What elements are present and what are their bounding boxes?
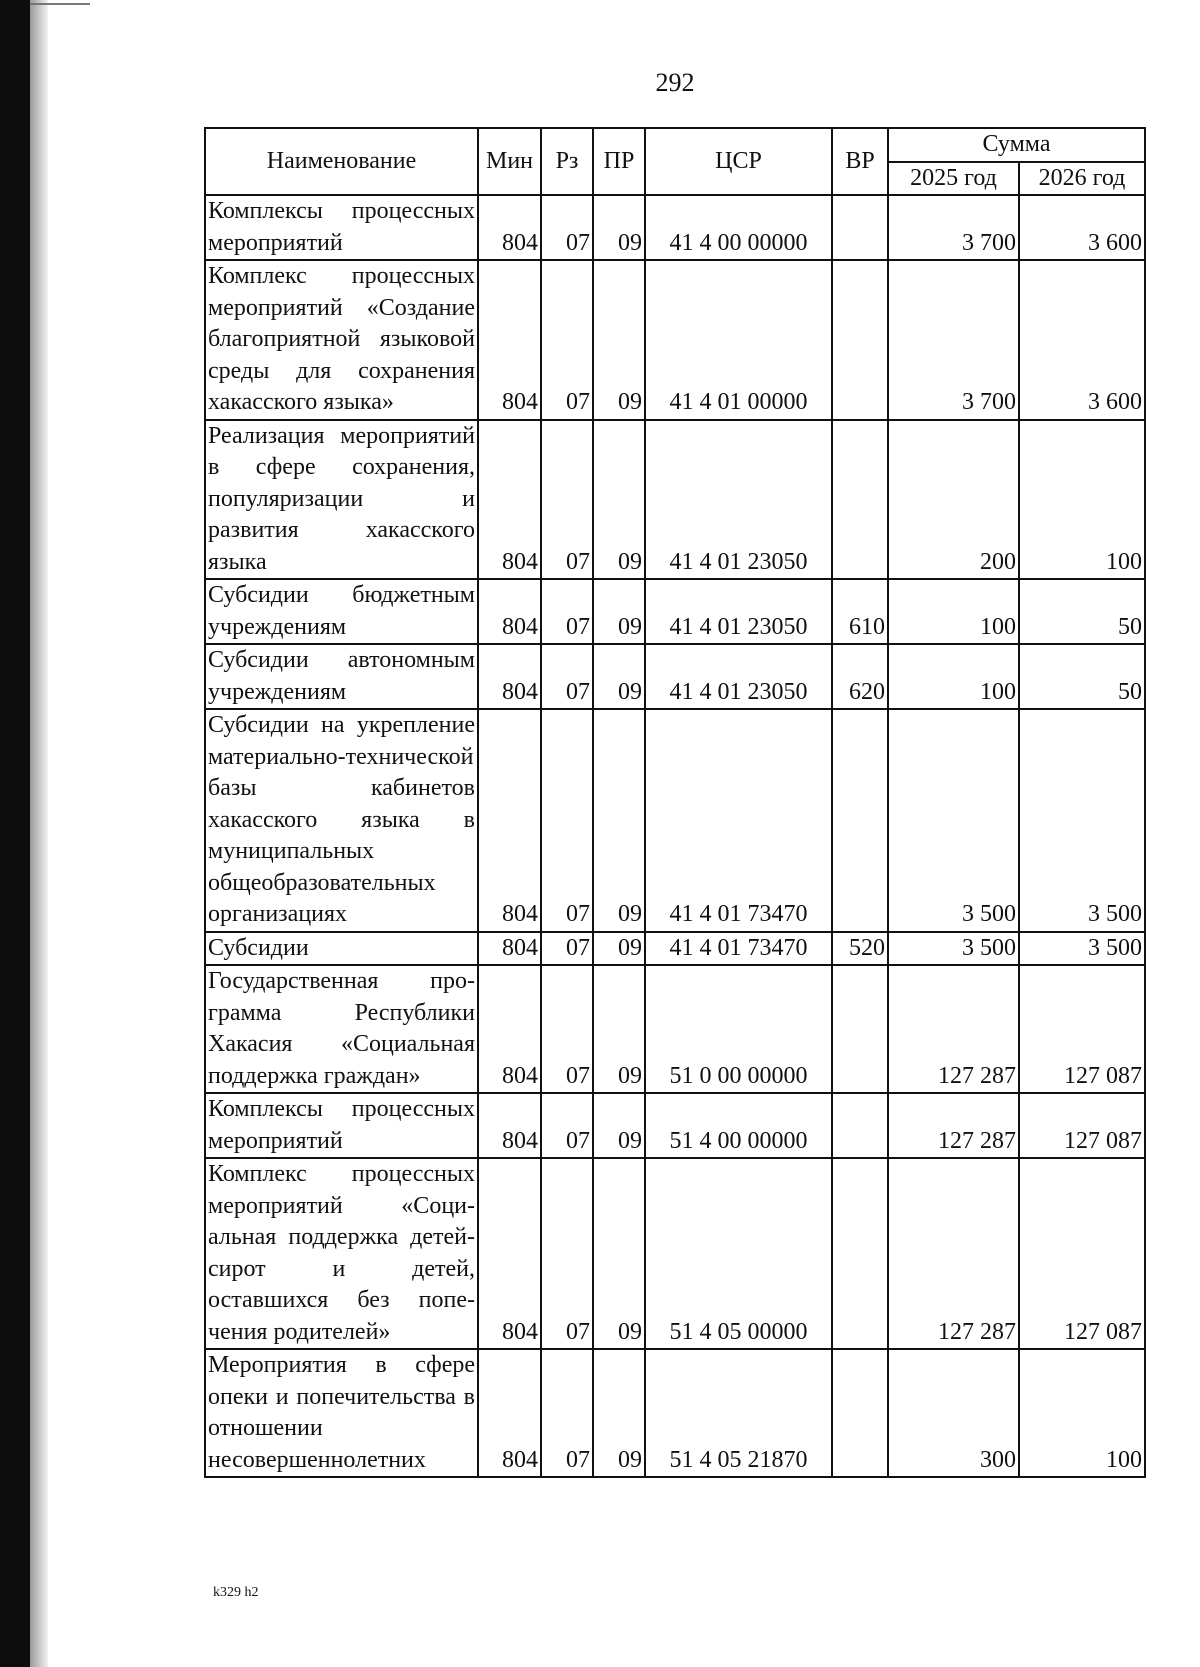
cell-pr: 09 <box>593 932 645 966</box>
cell-rz: 07 <box>541 965 593 1093</box>
cell-rz: 07 <box>541 1093 593 1158</box>
cell-csr: 41 4 01 23050 <box>645 579 832 644</box>
cell-vr <box>832 965 888 1093</box>
table-row <box>205 965 1145 1093</box>
cell-csr: 41 4 01 73470 <box>645 709 832 932</box>
cell-csr: 41 4 01 73470 <box>645 932 832 966</box>
cell-pr: 09 <box>593 1093 645 1158</box>
cell-min: 804 <box>478 965 541 1093</box>
header-min: Мин <box>478 128 541 195</box>
cell-pr: 09 <box>593 644 645 709</box>
cell-name: Субсидии на укрепление материально-технической базы кабинетов хакасского языка в муниципальных общеобразовательных организациях <box>205 709 478 932</box>
cell-rz: 07 <box>541 260 593 420</box>
cell-min: 804 <box>478 260 541 420</box>
table-row <box>205 1093 1145 1158</box>
cell-sum-2026: 3 500 <box>1019 932 1145 966</box>
cell-min: 804 <box>478 644 541 709</box>
header-csr: ЦСР <box>645 128 832 195</box>
cell-sum-2025: 300 <box>888 1349 1019 1477</box>
cell-name: Комплексы процессных мероприятий <box>205 195 478 260</box>
cell-vr: 610 <box>832 579 888 644</box>
cell-sum-2025: 127 287 <box>888 1093 1019 1158</box>
table-row <box>205 260 1145 420</box>
cell-rz: 07 <box>541 644 593 709</box>
cell-sum-2026: 127 087 <box>1019 1093 1145 1158</box>
cell-min: 804 <box>478 932 541 966</box>
cell-min: 804 <box>478 579 541 644</box>
cell-min: 804 <box>478 1158 541 1349</box>
cell-sum-2025: 200 <box>888 420 1019 580</box>
cell-sum-2026: 127 087 <box>1019 965 1145 1093</box>
cell-min: 804 <box>478 1093 541 1158</box>
cell-pr: 09 <box>593 579 645 644</box>
cell-name: Государственная программа Республики Хакасия «Социальная поддержка граждан» <box>205 965 478 1093</box>
table-row <box>205 579 1145 644</box>
cell-sum-2026: 50 <box>1019 579 1145 644</box>
cell-name: Комплексы процессных мероприятий <box>205 1093 478 1158</box>
page-number: 292 <box>655 68 695 97</box>
footer-code: k329 h2 <box>213 1585 259 1600</box>
header-rz: Рз <box>541 128 593 195</box>
cell-sum-2025: 3 500 <box>888 709 1019 932</box>
budget-table <box>204 127 1146 1478</box>
cell-vr <box>832 1093 888 1158</box>
cell-csr: 41 4 00 00000 <box>645 195 832 260</box>
cell-sum-2025: 127 287 <box>888 1158 1019 1349</box>
cell-rz: 07 <box>541 195 593 260</box>
cell-pr: 09 <box>593 709 645 932</box>
cell-csr: 51 4 05 21870 <box>645 1349 832 1477</box>
cell-sum-2025: 100 <box>888 644 1019 709</box>
cell-pr: 09 <box>593 1158 645 1349</box>
header-name: Наименование <box>205 128 478 195</box>
cell-sum-2026: 100 <box>1019 1349 1145 1477</box>
cell-name: Субсидии автономным учреждениям <box>205 644 478 709</box>
cell-sum-2026: 3 500 <box>1019 709 1145 932</box>
cell-vr <box>832 1158 888 1349</box>
cell-vr <box>832 709 888 932</box>
cell-sum-2026: 3 600 <box>1019 195 1145 260</box>
cell-sum-2026: 100 <box>1019 420 1145 580</box>
cell-csr: 41 4 01 23050 <box>645 644 832 709</box>
cell-vr: 520 <box>832 932 888 966</box>
cell-min: 804 <box>478 709 541 932</box>
cell-min: 804 <box>478 1349 541 1477</box>
cell-sum-2025: 127 287 <box>888 965 1019 1093</box>
cell-vr <box>832 260 888 420</box>
scan-top-mark <box>30 3 90 5</box>
table-row <box>205 709 1145 932</box>
cell-sum-2025: 3 700 <box>888 195 1019 260</box>
cell-sum-2026: 50 <box>1019 644 1145 709</box>
cell-min: 804 <box>478 195 541 260</box>
scan-border-dark <box>0 0 30 1667</box>
cell-vr: 620 <box>832 644 888 709</box>
cell-csr: 41 4 01 00000 <box>645 260 832 420</box>
table-row <box>205 1158 1145 1349</box>
header-vr: ВР <box>832 128 888 195</box>
cell-pr: 09 <box>593 1349 645 1477</box>
cell-sum-2026: 3 600 <box>1019 260 1145 420</box>
cell-csr: 41 4 01 23050 <box>645 420 832 580</box>
cell-name: Комплекс процессных мероприятий «Социальная поддержка детей-сирот и детей, оставшихся без попечения родителей» <box>205 1158 478 1349</box>
cell-rz: 07 <box>541 579 593 644</box>
cell-sum-2026: 127 087 <box>1019 1158 1145 1349</box>
cell-rz: 07 <box>541 1158 593 1349</box>
cell-vr <box>832 195 888 260</box>
table-row <box>205 644 1145 709</box>
cell-pr: 09 <box>593 195 645 260</box>
cell-name: Мероприятия в сфере опеки и попечительства в отношении несовершеннолетних <box>205 1349 478 1477</box>
cell-csr: 51 4 05 00000 <box>645 1158 832 1349</box>
cell-name: Комплекс процессных мероприятий «Создание благоприятной языковой среды для сохранения хакасского языка» <box>205 260 478 420</box>
cell-pr: 09 <box>593 965 645 1093</box>
cell-sum-2025: 100 <box>888 579 1019 644</box>
table-row <box>205 195 1145 260</box>
cell-csr: 51 0 00 00000 <box>645 965 832 1093</box>
cell-pr: 09 <box>593 420 645 580</box>
cell-name: Субсидии бюджетным учреждениям <box>205 579 478 644</box>
cell-sum-2025: 3 500 <box>888 932 1019 966</box>
cell-rz: 07 <box>541 420 593 580</box>
cell-vr <box>832 1349 888 1477</box>
cell-pr: 09 <box>593 260 645 420</box>
cell-vr <box>832 420 888 580</box>
cell-name: Субсидии <box>205 932 478 966</box>
cell-csr: 51 4 00 00000 <box>645 1093 832 1158</box>
table-row <box>205 1349 1145 1477</box>
cell-sum-2025: 3 700 <box>888 260 1019 420</box>
header-year-2026: 2026 год <box>1019 162 1145 196</box>
scan-border-shade <box>30 0 48 1667</box>
cell-rz: 07 <box>541 709 593 932</box>
cell-rz: 07 <box>541 932 593 966</box>
cell-rz: 07 <box>541 1349 593 1477</box>
cell-name: Реализация мероприятий в сфере сохранения, популяризации и развития хакасского языка <box>205 420 478 580</box>
header-year-2025: 2025 год <box>888 162 1019 196</box>
cell-min: 804 <box>478 420 541 580</box>
header-pr: ПР <box>593 128 645 195</box>
table-row <box>205 932 1145 966</box>
header-sum: Сумма <box>888 128 1145 162</box>
table-row <box>205 420 1145 580</box>
header-row-top <box>205 128 1145 162</box>
